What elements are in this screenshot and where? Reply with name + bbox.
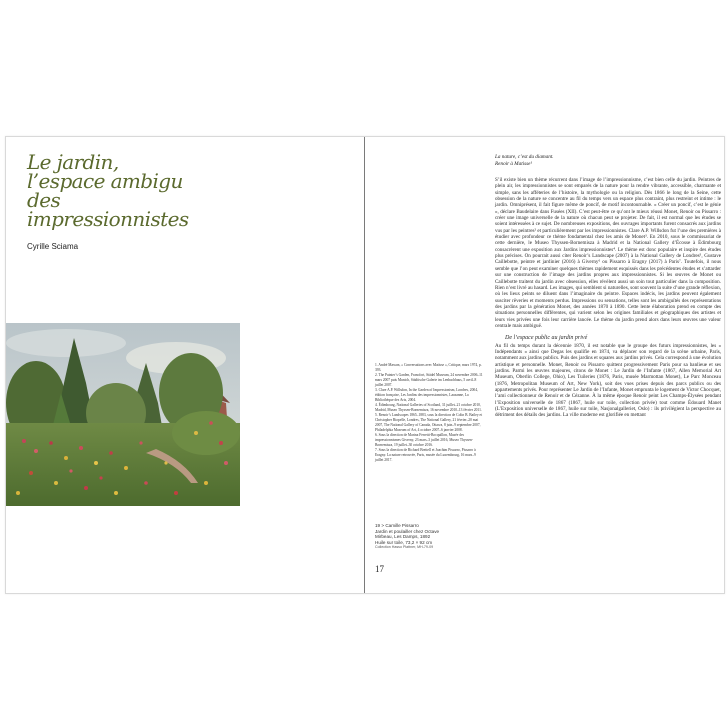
footnote: 4. Édimbourg, National Galleries of Scotland, 31 juillet–21 octobre 2010, Madrid, Museo Thyssen-Bornemisza, 16 novembre 2010–13 février 2011. (375, 403, 482, 412)
footnote: 6. Sous la direction de Marina Ferretti-Bocquillon, Musée des impressionnismes Giverny, 23 mars–3 juillet 2016, Museo Thyssen-Bornemisza, 19 juillet–30 octobre 2016. (375, 433, 474, 447)
right-page (365, 137, 724, 593)
body-paragraph: S’il existe bien un thème récurrent dans l’image de l’impressionnisme, c’est bien celle du jardin. Peintres de plein air, les impressionnistes se sont emparés de la nature pour la rendre vibrante, accessible, charmante et simple, sans les afféteries de l’histoire, la mythologie ou la religion. Dès 1866 le long de la Seine, cette obsession de la nature se concentre au fil du temps vers un espace plus contraint, plus restreint et intime : le jardin. Omniprésent, il fait figure même de poncif, de motif incontournable. « Créer un poncif, c’est le génie », déclare Baudelaire dans Fusées (XII). C’est peut-être ce qu’ont le mieux réussi Monet, Renoir ou Pissarro : créer une image universelle de la nature où chacun peut se projeter. De fait, il est normal que les études se soient intéressées à ce sujet. De nombreuses expositions, des ouvrages importants furent consacrés aux jardins vus par les peintres² et particulièrement par les impressionnistes. Clare A.P. Willsdon fut l’une des premières à étudier avec profondeur ce thème fondamental chez les amis de Monet³. En 2010, sous le commissariat de cette dernière, le Museo Thyssen-Bornemisza à Madrid et la National Gallery d’Écosse à Édimbourg consacrèrent une exposition aux Jardins impressionnistes⁴. Le thème est donc populaire et inspire des études plus précises. On pourrait aussi citer Renoir’s Landscape (2007) à la National Gallery de Londres⁵, Gustave Caillebotte, peintre et jardinier (2016) à Giverny⁶ ou Pissarro à Eragny (2017) à Paris⁷. Toutefois, il nous semble que l’on peut examiner quelques thèmes rapidement esquissés dans les précédentes études et s’attarder sur une construction de l’image des jardins propres aux impressionnistes. Si les œuvres de Monet ou Caillebotte traitent du jardin avec obsession, elles révèlent aussi un soin tout particulier dans la composition. Rien n’est livré au hasard. Les images, qui semblent si naturelles, sont souvent la suite d’une grande réflexion, où les lieux peints se diluent dans l’imaginaire du peintre. Espaces indécis, les jardins peuvent également susciter rêveries et moments perdus. Impressions ou sensations, telles sont les ambiguïtés des représentations des jardins par la génération Monet, des années 1870 à 1890. Cette lente élaboration prend en compte des situations personnelles différentes, qui varient selon les origines familiales et géographiques des artistes et leurs vies privées une fois leur carrière lancée. Le thème du jardin prend alors dans leurs œuvres une valeur centrale mais ambiguë. (495, 177, 721, 329)
footnote: 1. André Masson, « Conversations avec Matisse », Critique, mars 1974, p. 393. (375, 363, 482, 372)
left-page (6, 137, 364, 593)
title-line: des (27, 188, 61, 212)
figure-caption (375, 523, 495, 551)
body-paragraph: Au fil du temps durant la décennie 1870, il est notable que le groupe des futurs impressionnistes, les « Indépendants » ainsi que Degas les qualifie en 1874, va déplacer son regard de la scène urbaine, Paris, notamment aux jardins publics. Puis des jardins et squares aux jardins privés. Cela correspond à une évolution artistique et personnelle. Monet, Renoir ou Pissarro quittent progressivement Paris pour sa banlieue et ses jardins. Parmi les œuvres majeures, citons de Monet : Le Jardin de l’Infante (1867, Allen Memorial Art Museum, Oberlin College, Ohio), Les Tuileries (1876, Paris, musée Marmottan Monet), Le Parc Monceau (1876, Metropolitan Museum of Art, New York), soit des vues prises depuis des parcs publics ou des appartements privés. Pour représenter Le Jardin de l’Infante, Monet emprunta le logement de Victor Chocquet, l’ami collectionneur de Renoir et de Cézanne. À la même époque Renoir peint Les Champs-Élysées pendant l’Exposition universelle de 1867 (1867, huile sur toile, collection privée) tout comme Édouard Manet (L’Exposition universelle de 1867, huile sur toile, Nasjonalgalleriet, Oslo) : ils privilégient la perspective au détriment des détails des jardins. La ville moderne est glorifiée en mettant (495, 342, 721, 419)
caption-line: 19 > Camille Pissarro (375, 523, 419, 528)
title-line: impressionnistes (27, 207, 189, 231)
painting-image (6, 323, 240, 506)
caption-line: Huile sur toile, 73,2 × 92 cm (375, 539, 433, 545)
footnote: 2. The Painter’s Garden, Francfort, Städel Museum, 24 novembre 2006–11 mars 2007 puis Munich, Städtische Galerie im Lenbachhaus, 5 avril–8 juillet 2007. (375, 373, 483, 387)
body-text (495, 177, 721, 419)
book-spread (5, 136, 725, 594)
chapter-title (27, 150, 189, 231)
title-line: l’espace ambigu (27, 169, 183, 193)
section-subheading: De l’espace public au jardin privé (505, 335, 588, 342)
footnote: 3. Clare A.P. Willsdon, In the Garden of Impressionism, Londres, 2004, édition française, Les Jardins des impressionnistes, Lausanne, La Bibliothèque des Arts, 2004. (375, 388, 478, 402)
footnote: 5. Renoir’s Landscapes 1865–1883, sous la direction de Colin B. Bailey et Christopher Riopelle, Londres, The National Gallery, 21 février–20 mai 2007, The National Gallery of Canada, Ottawa, 8 juin–9 septembre 2007, Philadelphia Museum of Art, 4 octobre 2007–6 janvier 2008. (375, 413, 483, 432)
caption-line: Collection Hasso Plattner, MH-79-09 (375, 545, 434, 550)
footnote: 7. Sous la direction de Richard Brettell et Joachim Pissarro, Pissarro à Eragny. La nature retrouvée, Paris, musée du Luxembourg, 16 mars–9 juillet 2017. (375, 448, 476, 462)
footnotes (375, 363, 485, 463)
title-line: Le jardin, (27, 150, 119, 174)
epigraph-attribution: Renoir à Matisse¹ (495, 161, 532, 167)
epigraph (495, 154, 554, 168)
author-name: Cyrille Sciama (27, 242, 79, 251)
epigraph-quote: La nature, c’est du diamant. (495, 154, 554, 160)
caption-line: Mirbeau, Les Damps, 1892 (375, 534, 431, 540)
page-number: 17 (375, 564, 384, 574)
caption-line: Jardin et poulailler chez Octave (375, 528, 440, 534)
